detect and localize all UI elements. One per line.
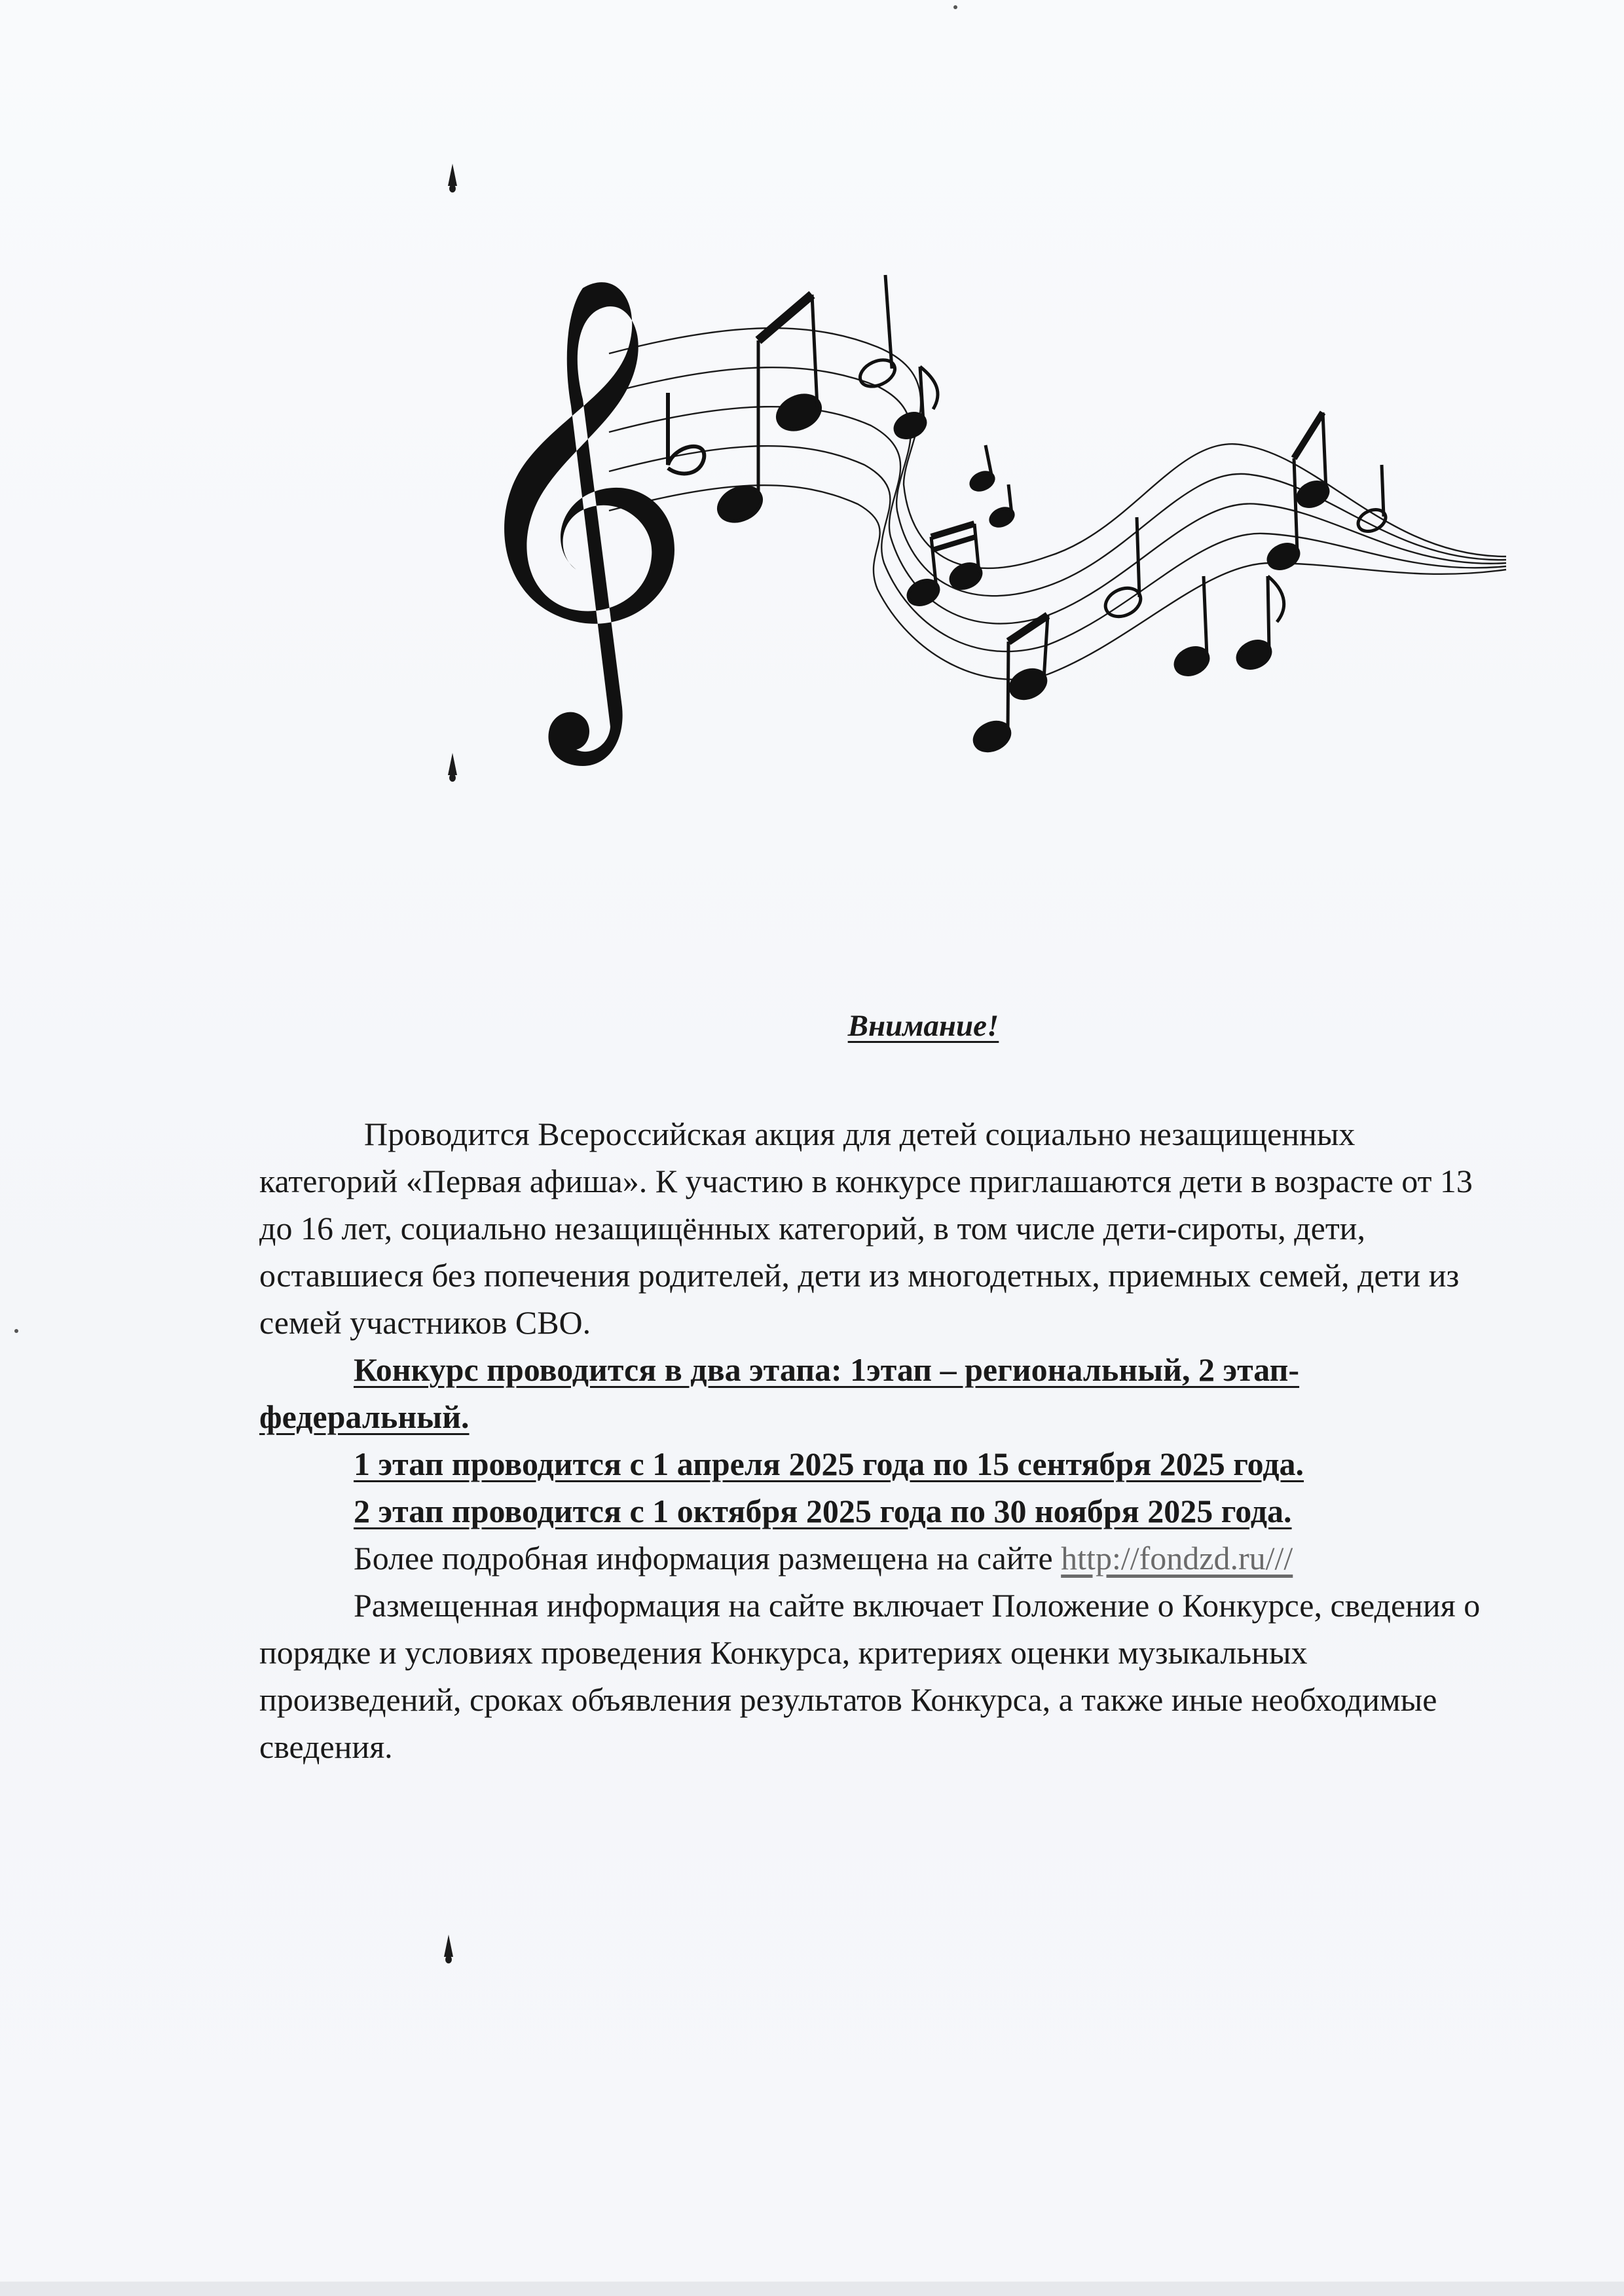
punch-mark-middle: [448, 753, 457, 775]
treble-clef-music-notes-icon: [504, 275, 1506, 766]
stage1-paragraph: 1 этап проводится с 1 апреля 2025 года по 15 сентября 2025 года.: [354, 1446, 1304, 1482]
notice-heading: Внимание!: [847, 1009, 999, 1043]
stages-paragraph: Конкурс проводится в два этапа: 1этап – региональный, 2 этап-федеральный.: [259, 1351, 1300, 1435]
notice-body: [259, 1110, 1490, 1770]
scan-bottom-edge: [0, 2282, 1624, 2296]
website-link[interactable]: http://fondzd.ru///: [1061, 1540, 1293, 1576]
speck-left: [14, 1329, 18, 1333]
info-paragraph: [259, 1535, 1490, 1582]
punch-mark-top: [448, 164, 457, 186]
intro-paragraph: Проводится Всероссийская акция для детей социально незащищенных категорий «Первая афиша». К участию в конкурсе приглашаются дети в возрасте от 13 до 16 лет, социально незащищённых категорий, в том числе дети-сироты, дети, оставшиеся без попечения родителей, дети из многодетных, приемных семей, дети из семей участников СВО.: [259, 1116, 1473, 1341]
info-prefix: Более подробная информация размещена на сайте: [354, 1540, 1061, 1576]
music-notes-illustration: [458, 249, 1532, 812]
speck-top: [953, 5, 957, 9]
details-paragraph: Размещенная информация на сайте включает Положение о Конкурсе, сведения о порядке и условиях проведения Конкурса, критериях оценки музыкальных произведений, сроках объявления результатов Конкурса, а также иные необходимые сведения.: [259, 1587, 1481, 1765]
stage2-paragraph: 2 этап проводится с 1 октября 2025 года по 30 ноября 2025 года.: [354, 1493, 1292, 1529]
punch-mark-bottom: [444, 1935, 453, 1957]
